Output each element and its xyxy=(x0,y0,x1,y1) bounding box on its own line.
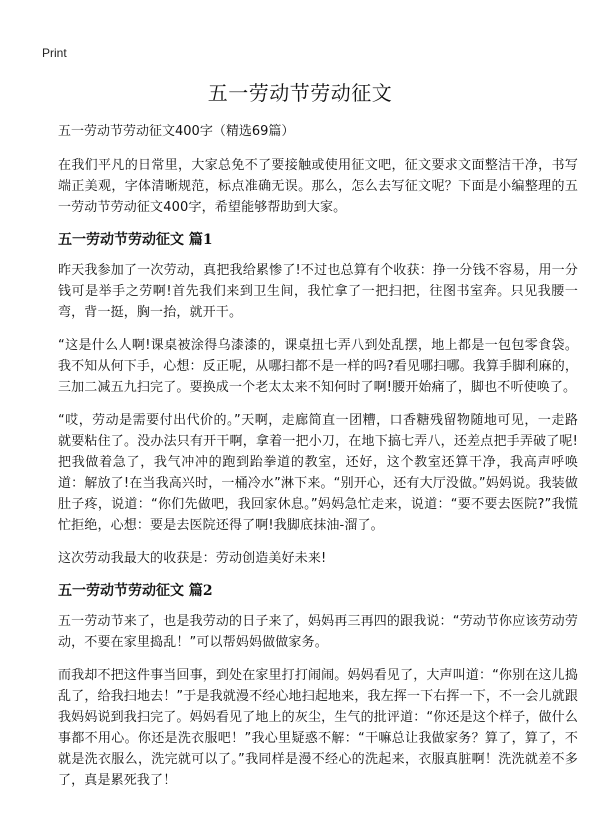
paragraph: 这次劳动我最大的收获是：劳动创造美好未来! xyxy=(58,551,327,566)
paragraph: “哎，劳动是需要付出代价的。”天啊，走廊简直一团糟，口香糖残留物随地可见，一走路就要粘住了。没办法只有开干啊，拿着一把小刀，在地下搞七弄八，还差点把手弄破了呢!把我做着急了，我气冲冲的跑到跆拳道的教室，还好，这个教室还算干净，我高声呼唤道：解放了!在当我高兴时，一桶冷水”淋下来。“别开心，还有大厅没做。”妈妈说。我装做肚子疼，说道：“你们先做吧，我回家休息。”妈妈急忙走来，说道：“要不要去医院?”我慌忙拒绝，心想：要是去医院还得了啊!我脚底抹油-溜了。 xyxy=(58,413,578,533)
section-heading-1: 五一劳动节劳动征文 篇1 xyxy=(58,232,213,248)
paragraph: 五一劳动节来了，也是我劳动的日子来了，妈妈再三再四的跟我说：“劳动节你应该劳动劳动，不要在家里捣乱！”可以帮妈妈做做家务。 xyxy=(58,614,578,650)
article-subtitle: 五一劳动节劳动征文400字（精选69篇） xyxy=(58,124,295,139)
article-body xyxy=(58,122,578,803)
paragraph: 昨天我参加了一次劳动，真把我给累惨了!不过也总算有个收获：挣一分钱不容易，用一分钱可是举手之劳啊!首先我们来到卫生间，我忙拿了一把扫把，往图书室奔。只见我腰一弯，背一挺，胸一抬，就开干。 xyxy=(58,263,578,320)
intro-paragraph: 在我们平凡的日常里，大家总免不了要接触或使用征文吧，征文要求文面整洁干净，书写端正美观，字体清晰规范，标点准确无误。那么，怎么去写征文呢？下面是小编整理的五一劳动节劳动征文400字，希望能够帮助到大家。 xyxy=(58,158,578,215)
page-title: 五一劳动节劳动征文 xyxy=(207,81,393,105)
section-heading-2: 五一劳动节劳动征文 篇2 xyxy=(58,583,213,599)
paragraph: “这是什么人啊!课桌被涂得乌漆漆的，课桌扭七弄八到处乱摆，地上都是一包包零食袋。我不知从何下手，心想：反正呢，从哪扫都不是一样的吗?看见哪扫哪。我算手脚利麻的，三加二减五九扫完了。要换成一个老太太来不知何时了啊!腰开始痛了，脚也不听使唤了。 xyxy=(58,338,578,395)
print-link[interactable]: Print xyxy=(42,46,67,60)
paragraph: 而我却不把这件事当回事，到处在家里打打闹闹。妈妈看见了，大声叫道：“你别在这儿捣乱了，给我扫地去！”于是我就漫不经心地扫起地来，我左挥一下右挥一下，不一会儿就跟我妈妈说到我扫完了。妈妈看见了地上的灰尘，生气的批评道：“你还是这个样子，做什么事都不用心。你还是洗衣服吧！”我心里疑惑不解：“干嘛总让我做家务？算了，算了，不就是洗衣服么，洗完就可以了。”我同样是漫不经心的洗起来，衣服真脏啊！洗洗就差不多了，真是累死我了！ xyxy=(58,668,578,788)
